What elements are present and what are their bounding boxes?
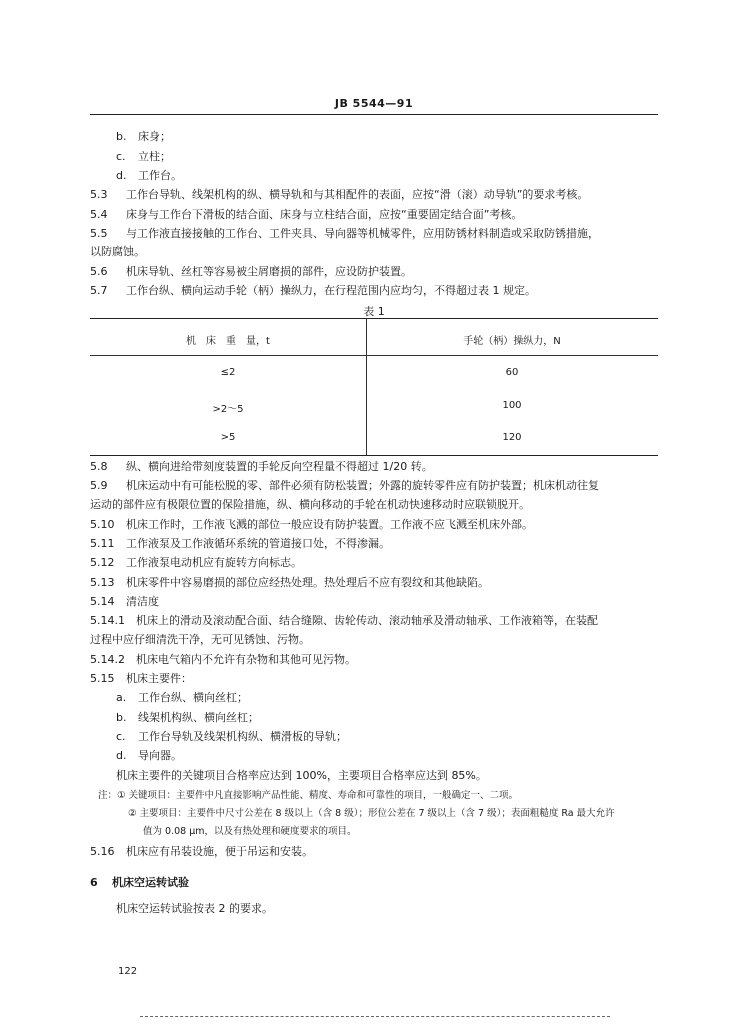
- clause-number: 5.12: [90, 556, 115, 569]
- clause-text: 机床工作时，工作液飞溅的部位一般应设有防护装置。工作液不应飞溅至机床外部。: [126, 518, 533, 531]
- clause-text: 机床上的滑动及滚动配合面、结合缝隙、齿轮传动、滚动轴承及滑动轴承、工作液箱等，在装配: [136, 614, 598, 627]
- clause-5-14-1: [90, 614, 598, 628]
- clause-text: 工作台纵、横向运动手轮（柄）操纵力，在行程范围内应均匀，不得超过表 1 规定。: [126, 284, 536, 297]
- table-caption: 表 1: [363, 305, 385, 318]
- clause-number: 5.3: [90, 188, 108, 201]
- list-item: [116, 691, 248, 705]
- list-item: [116, 130, 171, 144]
- list-item-text: 工作台导轨及线架机构纵、横滑板的导轨；: [138, 730, 347, 743]
- table-cell: >2～5: [212, 404, 244, 415]
- clause-number: 5.6: [90, 265, 108, 278]
- section-title: 机床空运转试验: [112, 876, 189, 889]
- clause-text: 清洁度: [126, 595, 159, 608]
- table-cell: >5: [220, 432, 236, 443]
- list-item-text: 工作台纵、横向丝杠；: [138, 691, 248, 704]
- clause-continuation: 过程中应仔细清洗干净，无可见锈蚀、污物。: [90, 633, 310, 646]
- list-item: [116, 749, 182, 763]
- clause-number: 5.8: [90, 460, 108, 473]
- clause-text: 机床电气箱内不允许有杂物和其他可见污物。: [136, 653, 356, 666]
- header-rule: [90, 114, 658, 115]
- table-cell: 120: [502, 432, 522, 443]
- list-item: [116, 150, 171, 164]
- clause-text: 机床运动中有可能松脱的零、部件必须有防松装置；外露的旋转零件应有防护装置；机床机动往复: [126, 479, 599, 492]
- clause-number: 5.7: [90, 284, 108, 297]
- list-item-label: c.: [116, 730, 126, 743]
- list-item-text: 床身；: [138, 130, 171, 143]
- section-number: 6: [90, 876, 98, 889]
- clause-5-14-2: [90, 653, 356, 667]
- table-header-weight: 机 床 重 量，t: [186, 336, 270, 347]
- clause-text: 与工作液直接接触的工作台、工件夹具、导向器等机械零件，应用防锈材料制造或采取防锈措施，: [126, 227, 599, 240]
- note-line: ② 主要项目：主要件中尺寸公差在 8 级以上（含 8 级）；形位公差在 7 级以上（含 7 级）；表面粗糙度 Ra 最大允许: [128, 808, 615, 819]
- clause-text: 工作台导轨、线架机构的纵、横导轨和与其相配件的表面，应按“滑（滚）动导轨”的要求考核。: [126, 188, 589, 201]
- list-item-label: d.: [116, 749, 127, 762]
- clause-5-8: [90, 460, 433, 474]
- clause-5-13: [90, 576, 489, 590]
- list-item-label: b.: [116, 130, 127, 143]
- list-item: [116, 711, 259, 725]
- note-line: 注：① 关键项目：主要件中凡直接影响产品性能、精度、寿命和可靠性的项目，一般确定一、二项。: [98, 790, 519, 801]
- clause-5-10: [90, 518, 533, 532]
- list-item-text: 工作台。: [138, 169, 182, 182]
- table-header-force: 手轮（柄）操纵力，N: [463, 336, 561, 347]
- clause-number: 5.10: [90, 518, 115, 531]
- list-item-label: a.: [116, 691, 127, 704]
- clause-number: 5.14.2: [90, 653, 125, 666]
- table-cell: 100: [502, 400, 522, 411]
- clause-text: 机床应有吊装设施，便于吊运和安装。: [126, 845, 313, 858]
- page-number: 122: [118, 966, 138, 977]
- clause-5-5: [90, 227, 599, 241]
- list-item-text: 线架机构纵、横向丝杠；: [138, 711, 259, 724]
- clause-5-11: [90, 537, 390, 551]
- clause-text: 工作液泵及工作液循环系统的管道接口处，不得渗漏。: [126, 537, 390, 550]
- clause-number: 5.16: [90, 845, 115, 858]
- clause-text: 机床导轨、丝杠等容易被尘屑磨损的部件，应设防护装置。: [126, 265, 412, 278]
- clause-number: 5.5: [90, 227, 108, 240]
- standard-number-header: JB 5544—91: [334, 97, 414, 110]
- clause-5-15: [90, 672, 192, 686]
- clause-5-3: [90, 188, 588, 202]
- clause-5-9: [90, 479, 599, 493]
- clause-number: 5.4: [90, 208, 108, 221]
- clause-number: 5.15: [90, 672, 115, 685]
- clause-5-14: [90, 595, 159, 609]
- list-item-label: d.: [116, 169, 127, 182]
- pass-rate-text: 机床主要件的关键项目合格率应达到 100%，主要项目合格率应达到 85%。: [116, 769, 487, 782]
- clause-number: 5.14: [90, 595, 115, 608]
- list-item-text: 立柱；: [138, 150, 171, 163]
- footer-rule: [140, 1016, 610, 1017]
- clause-5-7: [90, 284, 536, 298]
- list-item: [116, 169, 182, 183]
- clause-text: 工作液泵电动机应有旋转方向标志。: [126, 556, 302, 569]
- table-header-rule: [90, 355, 658, 356]
- section-heading: [90, 874, 189, 890]
- clause-5-6: [90, 265, 412, 279]
- clause-continuation: 以防腐蚀。: [90, 245, 145, 258]
- clause-5-16: [90, 845, 313, 859]
- clause-text: 机床零件中容易磨损的部位应经热处理。热处理后不应有裂纹和其他缺陷。: [126, 576, 489, 589]
- clause-text: 纵、横向进给带刻度装置的手轮反向空程量不得超过 1/20 转。: [126, 460, 433, 473]
- list-item-label: c.: [116, 150, 126, 163]
- table-cell: ≤2: [220, 367, 236, 378]
- clause-number: 5.14.1: [90, 614, 125, 627]
- clause-number: 5.13: [90, 576, 115, 589]
- table-cell: 60: [505, 367, 519, 378]
- list-item: [116, 730, 347, 744]
- list-item-text: 导向器。: [138, 749, 182, 762]
- clause-5-4: [90, 208, 522, 222]
- table-1: [90, 318, 658, 456]
- clause-5-12: [90, 556, 302, 570]
- note-line: 值为 0.08 μm，以及有热处理和硬度要求的项目。: [143, 826, 357, 837]
- clause-text: 床身与工作台下滑板的结合面、床身与立柱结合面，应按“重要固定结合面”考核。: [126, 208, 523, 221]
- section-body: 机床空运转试验按表 2 的要求。: [116, 902, 273, 915]
- clause-continuation: 运动的部件应有极限位置的保险措施，纵、横向移动的手轮在机动快速移动时应联锁脱开。: [90, 498, 530, 511]
- list-item-label: b.: [116, 711, 127, 724]
- clause-number: 5.11: [90, 537, 115, 550]
- clause-number: 5.9: [90, 479, 108, 492]
- clause-text: 机床主要件：: [126, 672, 192, 685]
